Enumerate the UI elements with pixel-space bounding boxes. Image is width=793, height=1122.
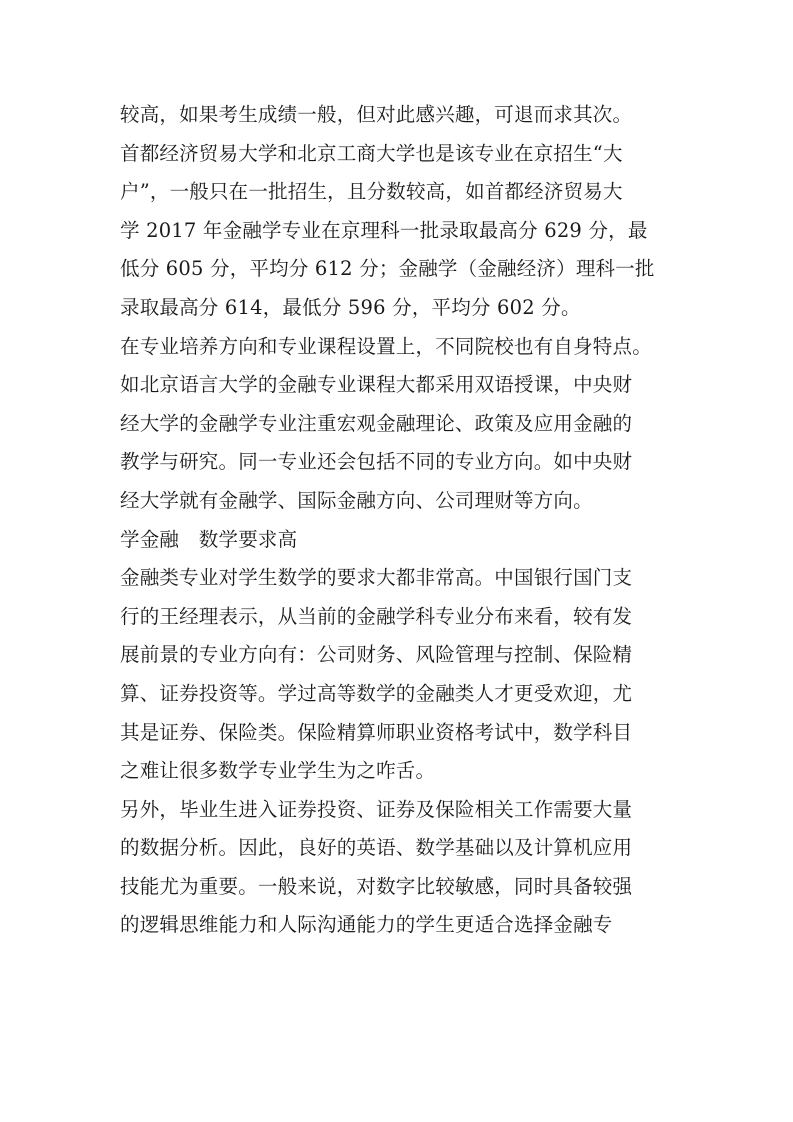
text-line: 技能尤为重要。一般来说，对数字比较敏感，同时具备较强 [120,874,633,898]
text-line: 经大学就有金融学、国际金融方向、公司理财等方向。 [120,488,593,512]
text-line: 较高，如果考生成绩一般，但对此感兴趣，可退而求其次。 [120,103,633,126]
text-line: 首都经济贸易大学和北京工商大学也是该专业在京招生“大 [120,141,623,165]
text-line: 低分 605 分，平均分 612 分；金融学（金融经济）理科一批 [120,257,655,281]
text-line: 的逻辑思维能力和人际沟通能力的学生更适合选择金融专 [120,913,613,937]
text-line: 金融类专业对学生数学的要求大都非常高。中国银行国门支 [120,566,633,590]
text-line: 其是证券、保险类。保险精算师职业资格考试中，数学科目 [120,720,633,744]
text-line: 展前景的专业方向有：公司财务、风险管理与控制、保险精 [120,643,633,667]
text-line: 户”，一般只在一批招生，且分数较高，如首都经济贸易大 [120,180,623,204]
text-line: 算、证券投资等。学过高等数学的金融类人才更受欢迎，尤 [120,681,633,705]
document-body [120,96,690,945]
text-line: 教学与研究。同一专业还会包括不同的专业方向。如中央财 [120,450,633,474]
text-line: 之难让很多数学专业学生为之咋舌。 [120,759,436,783]
text-line: 另外，毕业生进入证券投资、证券及保险相关工作需要大量 [120,797,633,821]
text-line: 的数据分析。因此，良好的英语、数学基础以及计算机应用 [120,836,633,860]
text-line: 在专业培养方向和专业课程设置上，不同院校也有自身特点。 [120,334,652,358]
section-heading: 学金融 数学要求高 [120,527,298,551]
text-line: 录取最高分 614，最低分 596 分，平均分 602 分。 [120,295,581,319]
text-line: 学 2017 年金融学专业在京理科一批录取最高分 629 分，最 [120,218,648,242]
text-line: 如北京语言大学的金融专业课程大都采用双语授课，中央财 [120,373,633,397]
text-line: 经大学的金融学专业注重宏观金融理论、政策及应用金融的 [120,411,633,435]
text-line: 行的王经理表示，从当前的金融学科专业分布来看，较有发 [120,604,633,628]
